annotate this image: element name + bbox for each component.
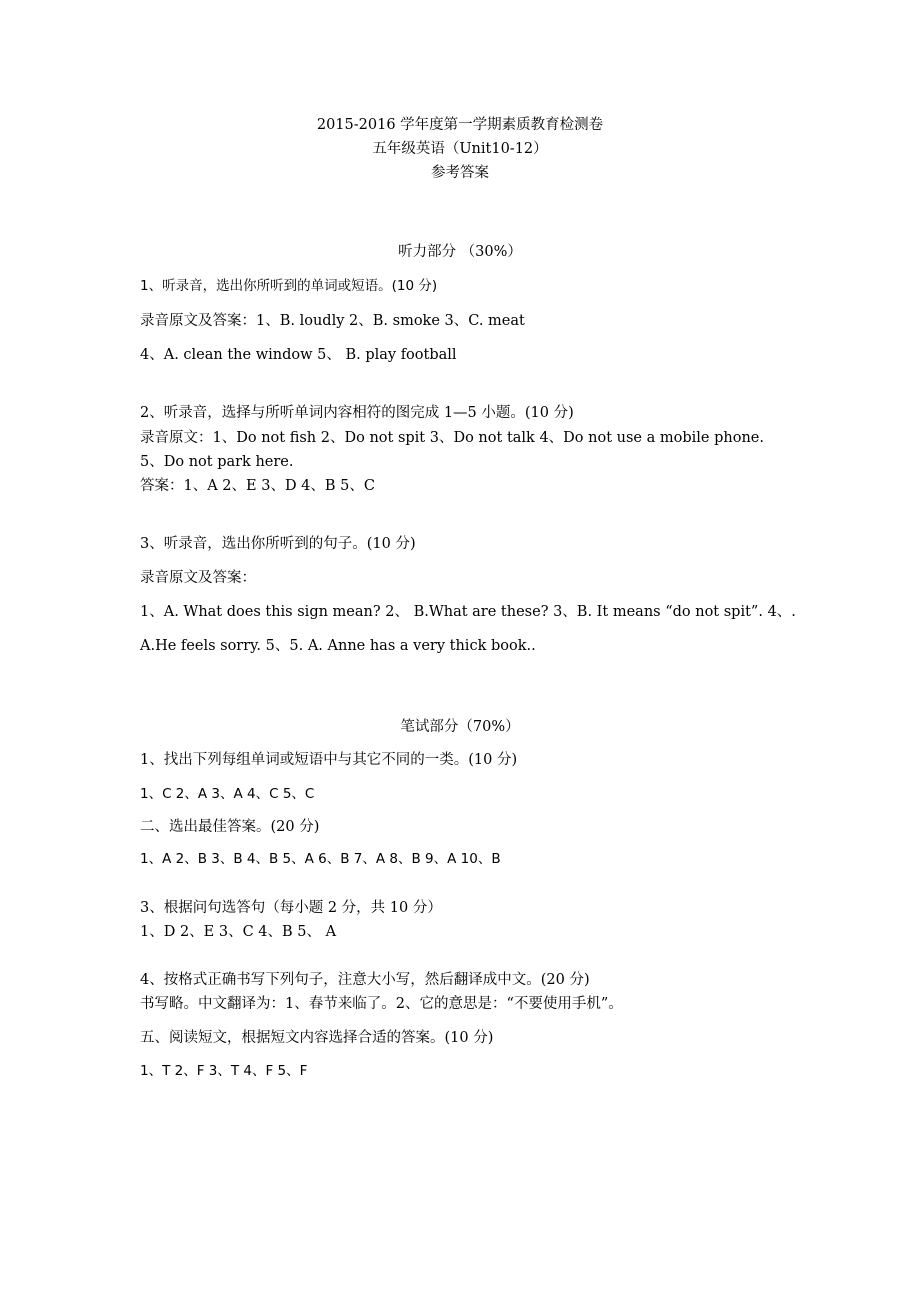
writing-q3-answers: 1、D 2、E 3、C 4、B 5、 A [140, 924, 337, 940]
writing-q1-answers: 1、C 2、A 3、A 4、C 5、C [140, 786, 315, 802]
listening-q3-intro: 录音原文及答案： [140, 570, 256, 586]
writing-q3-title: 3、根据问句选答句（每小题 2 分，共 10 分） [140, 900, 442, 916]
listening-q1-title: 1、听录音，选出你所听到的单词或短语。(10 分) [140, 278, 438, 294]
listening-q3-answers-line2: A.He feels sorry. 5、5. A. Anne has a very thick book.. [140, 638, 536, 654]
writing-q2-title: 二、选出最佳答案。(20 分) [140, 819, 320, 835]
listening-q2-transcript-line1: 录音原文：1、Do not fish 2、Do not spit 3、Do not talk 4、Do not use a mobile phone. [140, 430, 764, 446]
writing-q1-title: 1、找出下列每组单词或短语中与其它不同的一类。(10 分) [140, 752, 518, 768]
writing-heading: 笔试部分（70%） [400, 719, 520, 735]
listening-q1-answers-line2: 4、A. clean the window 5、 B. play football [140, 347, 457, 363]
listening-q3-answers-line1: 1、A. What does this sign mean? 2、 B.What are these? 3、B. It means “do not spit”. 4、. [140, 604, 796, 620]
writing-q2-answers: 1、A 2、B 3、B 4、B 5、A 6、B 7、A 8、B 9、A 10、B [140, 851, 501, 867]
doc-title: 2015-2016 学年度第一学期素质教育检测卷 [316, 117, 604, 133]
listening-q3-title: 3、听录音，选出你所听到的句子。(10 分) [140, 536, 416, 552]
writing-q4-title: 4、按格式正确书写下列句子，注意大小写，然后翻译成中文。(20 分) [140, 972, 590, 988]
listening-q2-transcript-line2: 5、Do not park here. [140, 454, 294, 470]
writing-q4-answer: 书写略。中文翻译为：1、春节来临了。2、它的意思是：“不要使用手机”。 [140, 996, 623, 1012]
writing-q5-answers: 1、T 2、F 3、T 4、F 5、F [140, 1063, 308, 1079]
doc-subtitle: 五年级英语（Unit10-12） [372, 141, 548, 157]
listening-q2-title: 2、听录音，选择与所听单词内容相符的图完成 1—5 小题。(10 分) [140, 405, 574, 421]
writing-q5-title: 五、阅读短文，根据短文内容选择合适的答案。(10 分) [140, 1030, 494, 1046]
listening-q2-answers: 答案：1、A 2、E 3、D 4、B 5、C [140, 478, 375, 494]
listening-heading: 听力部分 （30%） [398, 244, 522, 260]
listening-q1-answers-line1: 录音原文及答案：1、B. loudly 2、B. smoke 3、C. meat [140, 313, 525, 329]
doc-type-label: 参考答案 [431, 165, 489, 181]
